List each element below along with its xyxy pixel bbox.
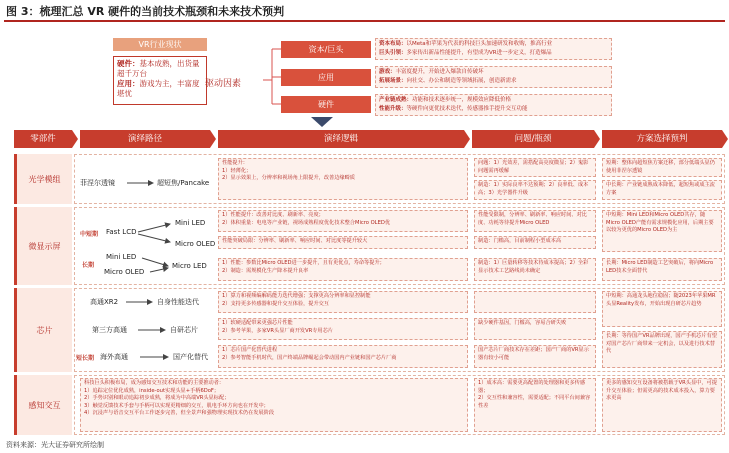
driver-application: 应用 bbox=[281, 69, 371, 86]
chip-issue-2: 缺少硬件基因，门槛高，容易合研失败 bbox=[474, 318, 596, 340]
logic-line: 3）触觉反馈技术手套与手柄可以实现更精细的交互，肌电手环方向也在开发中； bbox=[84, 402, 269, 409]
chip-c-to: 国产化替代 bbox=[173, 353, 208, 361]
chip-issue-3: 国产芯片厂商技术存在差距；国产厂商的VR显示器有较小可能 bbox=[474, 345, 596, 368]
chip-b-to: 自研芯片 bbox=[170, 326, 198, 334]
display-long-from2: Micro OLED bbox=[104, 268, 145, 276]
desc-text: 多家传出新品性能提升，有望成为VR进一步定义，打造爆品 bbox=[406, 50, 552, 56]
row-label-interaction: 感知交互 bbox=[14, 375, 72, 435]
logic-line: 4）沉浸声与语音交互平台工作逐步完善，但全景声和强物理实现技术仍在发展阶段 bbox=[84, 410, 275, 416]
desc-key: 性能升级： bbox=[379, 106, 407, 112]
chip-issue-1 bbox=[474, 291, 596, 313]
col-path: 演绎路径 bbox=[80, 130, 210, 148]
vr-status-header: VR行业现状 bbox=[113, 38, 207, 51]
driver-hardware: 硬件 bbox=[281, 96, 371, 113]
driver-capital-desc bbox=[375, 38, 612, 60]
col-issues: 问题/瓶颈 bbox=[472, 130, 594, 148]
chip-a-from: 高通XR2 bbox=[90, 298, 119, 306]
desc-key: 资本布局： bbox=[379, 41, 407, 47]
logic-line: 科技巨头积极布局，成为感知交互技术和功能的主要推动者： bbox=[84, 380, 225, 386]
chip-logic-2 bbox=[218, 318, 468, 340]
chip-logic-1 bbox=[218, 291, 468, 313]
row-label-optics: 光学模组 bbox=[14, 154, 72, 204]
display-issue-3: 制造：1）巨量转移等技术待成本提高；2）全彩显示技术工艺路线尚未确定 bbox=[474, 258, 596, 281]
driver-bracket bbox=[263, 49, 281, 104]
vr-hardware-text: 基本成熟，出货量超千万台 bbox=[117, 59, 200, 78]
col-component: 零部件 bbox=[14, 130, 72, 148]
driver-label: 驱动因素 bbox=[205, 79, 242, 89]
row-label-chip: 芯片 bbox=[14, 288, 72, 372]
desc-key: 产业链成熟： bbox=[379, 97, 413, 103]
desc-text: 丰富度提升，开始进入爆款自传破坏 bbox=[395, 69, 484, 75]
issue-line: 1）成本高：需要更高配置的处理器和更多传感器； bbox=[478, 380, 586, 394]
display-logic-2: 性能突破局限：分辨率、刷新率、响应时间、对比度等提升较大 bbox=[218, 236, 468, 249]
interaction-logic bbox=[80, 378, 468, 432]
logic-line: 1）性能提升：改善对比度、刷新率、亮度； bbox=[222, 212, 324, 218]
driver-application-desc bbox=[375, 66, 612, 88]
chip-logic-3 bbox=[218, 345, 468, 368]
desc-text: 等硬件向更优技术迭代，传感器推手提升交互功能 bbox=[406, 106, 528, 112]
display-short-to1: Mini LED bbox=[175, 219, 206, 227]
display-short-from: Fast LCD bbox=[106, 228, 137, 236]
logic-line: 2）体积重量：电电等产业链，视场成熟程度优化技术整合Micro OLED优 bbox=[222, 219, 391, 226]
col-logic: 演绎逻辑 bbox=[218, 130, 464, 148]
logic-line: 2）参考苹果，多家VR头显厂商开发VR专用芯片 bbox=[222, 327, 333, 334]
logic-line: 性能提升： bbox=[222, 160, 248, 166]
logic-line: 2）制造：需规模化生产降本提升良率 bbox=[222, 267, 309, 274]
display-issue-2: 制造：门槛高，目前制程小型成本高 bbox=[474, 236, 596, 249]
desc-key: 巨头引领： bbox=[379, 50, 407, 56]
interaction-forecast: 更多的感知交互设备将被搭载于VR头显中，可提升交互体验；但需更高的技术成本投入，算力要求更高 bbox=[602, 378, 722, 432]
logic-line: 1）追踪定位优化成熟，inside-out实现头显+手柄6DoF； bbox=[84, 387, 220, 394]
chip-c-from: 海外高通 bbox=[100, 353, 128, 361]
chip-a-to: 自身性能迭代 bbox=[157, 298, 199, 306]
optics-to: 超短焦/Pancake bbox=[157, 179, 210, 187]
col-forecast: 方案选择预判 bbox=[602, 130, 722, 148]
desc-key: 拓展场景： bbox=[379, 78, 407, 84]
issue-line: 2）交互性和兼容性，需要适配；不同平台间兼容性差 bbox=[478, 395, 591, 409]
display-tag-short: 中短期 bbox=[80, 231, 99, 238]
chip-b-from: 第三方高通 bbox=[92, 326, 127, 334]
driver-capital: 资本/巨头 bbox=[281, 41, 371, 58]
vr-hardware-label: 硬件： bbox=[117, 59, 140, 68]
optics-issue-1: 问题：1）光效差，需搭配高亮度微显；2）鬼影问题需再缓解 bbox=[474, 158, 596, 177]
display-long-to: Micro LED bbox=[172, 262, 207, 270]
logic-line: 2）显示效果上，分辨率和视场角上限提升，改善边缘畸质 bbox=[222, 175, 355, 181]
display-issue-1: 性能受限制，分辨率、刷新率、响应时间、对比度、功耗等待提升Micro OLED bbox=[474, 210, 596, 232]
logic-line: 1）性能：参数比Micro OLED进一步提升，且有更优点，寿命等提升； bbox=[222, 260, 385, 266]
desc-key: 游戏： bbox=[379, 69, 396, 75]
display-short-to2: Micro OLED bbox=[175, 240, 216, 248]
vr-app-label: 应用： bbox=[117, 79, 140, 88]
display-logic-3 bbox=[218, 258, 468, 281]
down-arrow-icon bbox=[311, 117, 333, 127]
optics-issue-2: 制造：1）实际良率不达预期；2）良率低、成本高；3）光学器件升级 bbox=[474, 180, 596, 200]
logic-line: 2）支持更多传感器和提升交互体验，提升交互 bbox=[222, 300, 330, 307]
optics-forecast-1: 短期：整体向超短焦方案迁移，部分低端头显仍使用菲涅尔透镜 bbox=[602, 158, 722, 177]
optics-from: 菲涅尔透镜 bbox=[80, 179, 115, 187]
interaction-issues bbox=[474, 378, 596, 432]
logic-line: 1）芯片国产化替代进程 bbox=[222, 347, 278, 353]
source-note: 资料来源：光大证券研究所绘制 bbox=[6, 441, 104, 449]
figure-title: 图 3：梳理汇总 VR 硬件的当前技术瓶颈和未来技术预判 bbox=[6, 5, 285, 18]
desc-text: 向社交、办公和制造等领域拓展，创造新需求 bbox=[406, 78, 517, 84]
display-tag-long: 长期 bbox=[82, 262, 95, 269]
logic-line: 1）软硬适配带来更强芯片性能 bbox=[222, 320, 293, 326]
vr-app-text: 游戏为主，丰富度堪忧 bbox=[117, 79, 200, 98]
display-logic-1 bbox=[218, 210, 468, 232]
display-forecast-1: 中短期：Mini LED和Micro OLED共存，随Micro OLED产能有需求规模化应用，后期主要以较为更优的Micro OLED为主 bbox=[602, 210, 722, 252]
chip-forecast-2: 长期：等待国产VR品牌出现，国产手机芯片有望对国产芯片厂商带来一定机会，以及进行技术替代 bbox=[602, 331, 722, 368]
desc-text: 功能和技术逐步统一，规模效应降低价格 bbox=[412, 97, 512, 103]
row-label-display: 微显示屏 bbox=[14, 207, 72, 285]
display-forecast-2: 长期：Micro LED制造工艺突破后，将向Micro LED技术全面替代 bbox=[602, 258, 722, 281]
driver-hardware-desc bbox=[375, 94, 612, 116]
display-long-from1: Mini LED bbox=[106, 253, 137, 261]
chip-forecast-1: 中短期：高通龙头地位稳固；随2023年苹果MR头显Reality发布，开始出现自研芯片趋势 bbox=[602, 291, 722, 327]
logic-line: 2）参考智能手机时代，国产终端品牌崛起会带动国内产业链和国产芯片厂商 bbox=[222, 354, 397, 361]
logic-line: 1）算力和视频编解码能力迭代增强；支撑更高分辨率和显控制能 bbox=[222, 293, 371, 299]
logic-line: 1）轻薄化； bbox=[222, 167, 252, 174]
chip-c-tag: 短长期 bbox=[76, 355, 95, 362]
desc-text: 以Meta和苹果为代表的科技巨头加速研发和收购，推高行业 bbox=[406, 41, 553, 47]
optics-forecast-2: 中长期：产业链成熟成本降低，超短焦或成主流方案 bbox=[602, 180, 722, 200]
logic-line: 2）手势识别和眼动追踪初步成熟，将成为中高端VR头显标配； bbox=[84, 395, 230, 401]
vr-status-box bbox=[113, 56, 207, 105]
optics-logic bbox=[218, 158, 468, 200]
